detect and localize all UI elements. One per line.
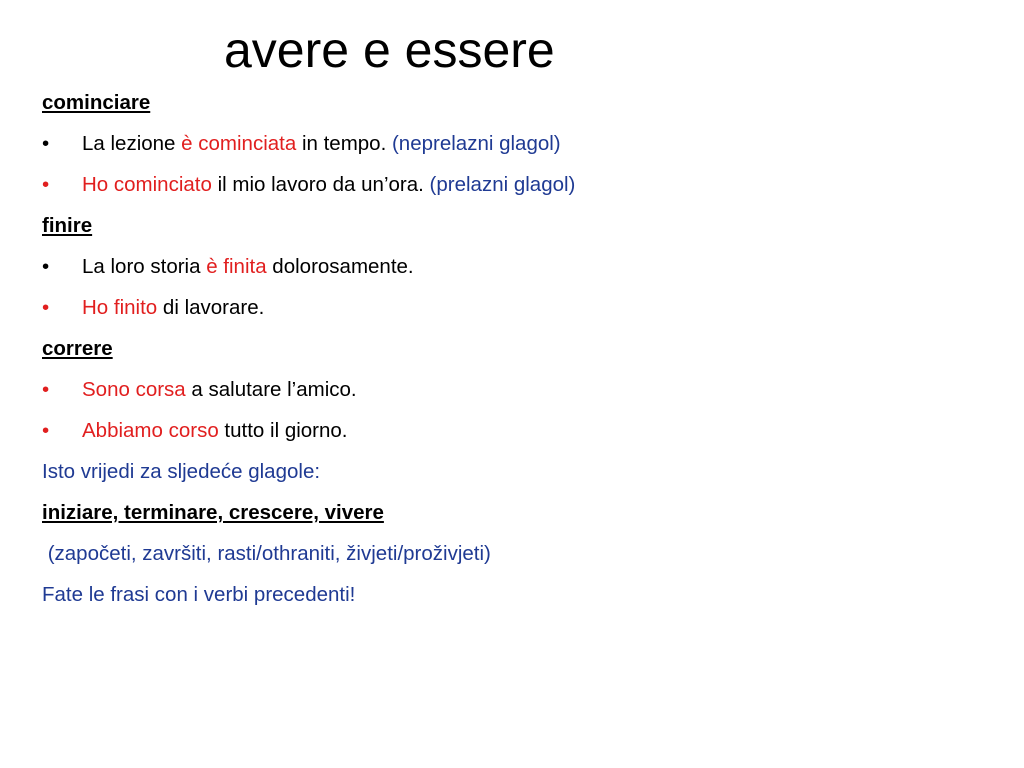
section-heading-finire: finire (42, 214, 93, 237)
bullet-marker: • (42, 378, 50, 401)
bullet-text (82, 169, 575, 201)
exercise-text: Fate le frasi con i verbi precedenti! (42, 583, 356, 606)
bullet-marker: • (42, 255, 50, 278)
bullet-marker: • (42, 419, 50, 442)
verbs-heading: iniziare, terminare, crescere, vivere (42, 501, 384, 524)
slide-title: avere e essere (224, 22, 555, 78)
text-span: La lezione (82, 132, 182, 155)
section-heading-correre: correre (42, 337, 113, 360)
note-span: (neprelazni glagol) (391, 132, 561, 155)
highlight-span: Ho cominciato (82, 173, 212, 196)
bullet-text (82, 128, 561, 160)
bullet-text (82, 415, 348, 447)
highlight-span: Abbiamo corso (82, 419, 219, 442)
text-span: il mio lavoro da un’ora. (211, 173, 430, 196)
highlight-span: è finita (206, 255, 267, 278)
note-text: Isto vrijedi za sljedeće glagole: (42, 460, 321, 483)
bullet-text (82, 374, 357, 406)
bullet-marker: • (42, 132, 50, 155)
bullet-text (82, 251, 414, 283)
bullet-marker: • (42, 296, 50, 319)
text-span: dolorosamente. (266, 255, 414, 278)
text-span: a salutare l’amico. (185, 378, 357, 401)
highlight-span: Ho finito (82, 296, 158, 319)
note-span: (prelazni glagol) (429, 173, 576, 196)
highlight-span: Sono corsa (82, 378, 186, 401)
text-span: in tempo. (296, 132, 392, 155)
text-span: tutto il giorno. (218, 419, 348, 442)
text-span: La loro storia (82, 255, 207, 278)
highlight-span: è cominciata (181, 132, 297, 155)
bullet-marker: • (42, 173, 50, 196)
translation-text: (započeti, završiti, rasti/othraniti, živjeti/proživjeti) (42, 542, 491, 565)
text-span: di lavorare. (157, 296, 265, 319)
bullet-text (82, 292, 264, 324)
section-heading-cominciare: cominciare (42, 91, 151, 114)
